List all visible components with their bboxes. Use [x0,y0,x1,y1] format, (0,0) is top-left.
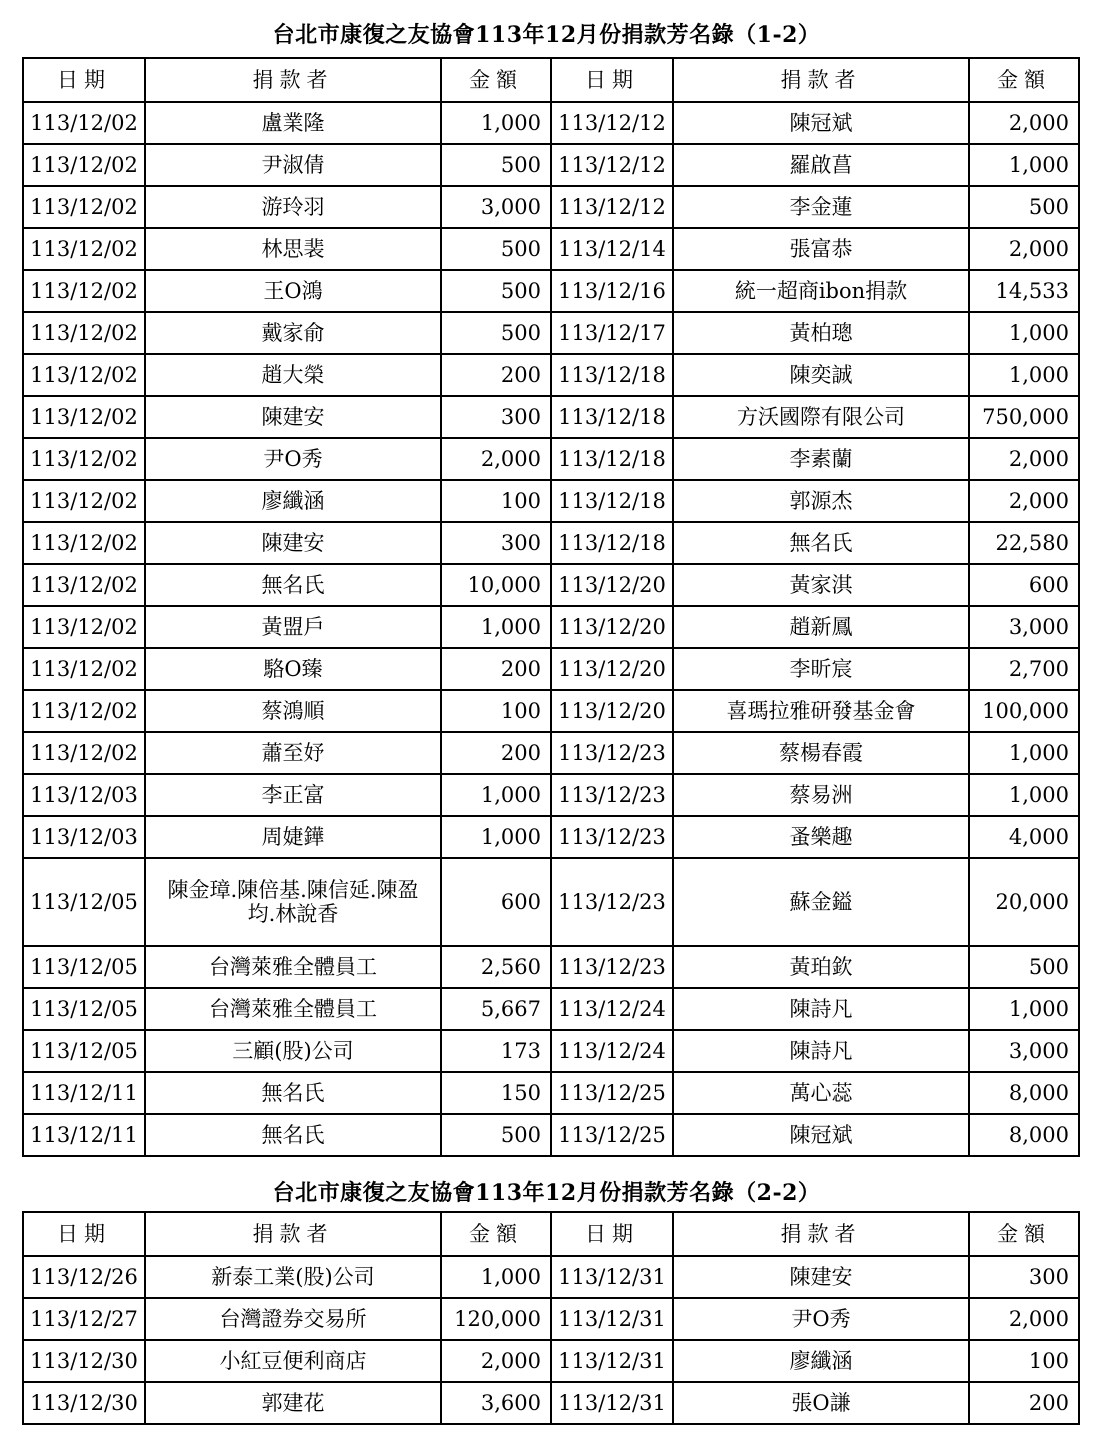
date-cell: 113/12/20 [551,690,673,732]
date-cell: 113/12/17 [551,312,673,354]
donor-cell: 尹淑倩 [145,144,441,186]
date-cell: 113/12/31 [551,1382,673,1424]
table-row [23,1298,1079,1340]
amount-cell: 2,000 [969,102,1079,144]
donor-cell: 羅啟菖 [673,144,969,186]
amount-cell: 2,560 [441,946,551,988]
date-cell: 113/12/02 [23,102,145,144]
donor-cell: 蚤樂趣 [673,816,969,858]
header-donor: 捐款者 [673,1212,969,1256]
amount-cell: 4,000 [969,816,1079,858]
date-cell: 113/12/03 [23,774,145,816]
table-row [23,144,1079,186]
date-cell: 113/12/18 [551,480,673,522]
donor-cell: 郭源杰 [673,480,969,522]
table-row [23,1382,1079,1424]
header-date: 日期 [23,58,145,102]
date-cell: 113/12/25 [551,1072,673,1114]
donor-cell: 萬心蕊 [673,1072,969,1114]
date-cell: 113/12/24 [551,1030,673,1072]
donor-cell: 陳詩凡 [673,1030,969,1072]
amount-cell: 600 [969,564,1079,606]
header-date: 日期 [23,1212,145,1256]
table-row [23,480,1079,522]
date-cell: 113/12/31 [551,1340,673,1382]
date-cell: 113/12/27 [23,1298,145,1340]
amount-cell: 300 [441,396,551,438]
table-row [23,816,1079,858]
date-cell: 113/12/11 [23,1072,145,1114]
table-row [23,1114,1079,1156]
amount-cell: 3,000 [441,186,551,228]
amount-cell: 1,000 [969,732,1079,774]
amount-cell: 1,000 [441,606,551,648]
date-cell: 113/12/30 [23,1382,145,1424]
date-cell: 113/12/02 [23,396,145,438]
donor-cell: 陳詩凡 [673,988,969,1030]
amount-cell: 173 [441,1030,551,1072]
date-cell: 113/12/31 [551,1256,673,1298]
amount-cell: 14,533 [969,270,1079,312]
donor-cell: 李素蘭 [673,438,969,480]
table-row [23,858,1079,946]
donor-cell: 李昕宸 [673,648,969,690]
date-cell: 113/12/02 [23,312,145,354]
amount-cell: 8,000 [969,1114,1079,1156]
amount-cell: 500 [441,144,551,186]
date-cell: 113/12/23 [551,858,673,946]
donor-cell: 無名氏 [145,1072,441,1114]
donor-cell: 周婕鏵 [145,816,441,858]
header-amount: 金額 [441,58,551,102]
donor-cell: 黃家淇 [673,564,969,606]
table-row [23,1072,1079,1114]
donor-cell: 無名氏 [145,564,441,606]
amount-cell: 120,000 [441,1298,551,1340]
table-row [23,312,1079,354]
date-cell: 113/12/18 [551,438,673,480]
donor-cell: 蔡楊春霞 [673,732,969,774]
amount-cell: 2,000 [969,1298,1079,1340]
donor-cell: 黃珀欽 [673,946,969,988]
date-cell: 113/12/18 [551,354,673,396]
donor-cell: 張富恭 [673,228,969,270]
header-amount: 金額 [441,1212,551,1256]
date-cell: 113/12/23 [551,774,673,816]
donation-table-part-1 [22,57,1080,1157]
amount-cell: 3,600 [441,1382,551,1424]
donor-cell: 林思裴 [145,228,441,270]
table-row [23,648,1079,690]
date-cell: 113/12/05 [23,946,145,988]
donor-cell: 游玲羽 [145,186,441,228]
amount-cell: 600 [441,858,551,946]
table-row [23,732,1079,774]
donor-cell: 無名氏 [673,522,969,564]
amount-cell: 22,580 [969,522,1079,564]
amount-cell: 20,000 [969,858,1079,946]
amount-cell: 500 [441,312,551,354]
donor-cell: 黃柏璁 [673,312,969,354]
donor-cell: 無名氏 [145,1114,441,1156]
donor-cell: 張O謙 [673,1382,969,1424]
donation-table-part-2 [22,1211,1080,1425]
date-cell: 113/12/02 [23,690,145,732]
date-cell: 113/12/02 [23,480,145,522]
table-row [23,690,1079,732]
donor-cell: 廖纖涵 [673,1340,969,1382]
donor-cell: 方沃國際有限公司 [673,396,969,438]
date-cell: 113/12/02 [23,270,145,312]
amount-cell: 1,000 [969,774,1079,816]
amount-cell: 750,000 [969,396,1079,438]
amount-cell: 100 [441,480,551,522]
amount-cell: 1,000 [441,774,551,816]
amount-cell: 2,000 [969,228,1079,270]
date-cell: 113/12/25 [551,1114,673,1156]
amount-cell: 2,000 [969,480,1079,522]
date-cell: 113/12/05 [23,1030,145,1072]
amount-cell: 300 [441,522,551,564]
date-cell: 113/12/05 [23,858,145,946]
amount-cell: 2,000 [441,1340,551,1382]
amount-cell: 200 [441,354,551,396]
amount-cell: 1,000 [969,144,1079,186]
date-cell: 113/12/02 [23,606,145,648]
date-cell: 113/12/11 [23,1114,145,1156]
donor-cell: 陳建安 [145,396,441,438]
date-cell: 113/12/20 [551,564,673,606]
date-cell: 113/12/30 [23,1340,145,1382]
table-row [23,1256,1079,1298]
donor-cell: 尹O秀 [145,438,441,480]
table-row [23,396,1079,438]
date-cell: 113/12/23 [551,732,673,774]
amount-cell: 8,000 [969,1072,1079,1114]
amount-cell: 2,000 [441,438,551,480]
header-donor: 捐款者 [673,58,969,102]
donor-cell: 陳建安 [673,1256,969,1298]
date-cell: 113/12/18 [551,522,673,564]
date-cell: 113/12/02 [23,522,145,564]
date-cell: 113/12/02 [23,228,145,270]
date-cell: 113/12/03 [23,816,145,858]
table-row [23,522,1079,564]
amount-cell: 1,000 [441,816,551,858]
amount-cell: 1,000 [441,102,551,144]
donor-cell: 戴家俞 [145,312,441,354]
amount-cell: 1,000 [969,354,1079,396]
table-row [23,988,1079,1030]
amount-cell: 200 [441,732,551,774]
donor-cell: 陳冠斌 [673,102,969,144]
donor-cell: 新泰工業(股)公司 [145,1256,441,1298]
amount-cell: 200 [969,1382,1079,1424]
amount-cell: 100 [441,690,551,732]
donor-cell: 蕭至妤 [145,732,441,774]
header-amount: 金額 [969,1212,1079,1256]
amount-cell: 3,000 [969,1030,1079,1072]
donor-cell: 郭建花 [145,1382,441,1424]
amount-cell: 500 [441,228,551,270]
table-row [23,228,1079,270]
donor-cell: 三顧(股)公司 [145,1030,441,1072]
amount-cell: 2,000 [969,438,1079,480]
table-row [23,1340,1079,1382]
date-cell: 113/12/02 [23,144,145,186]
amount-cell: 3,000 [969,606,1079,648]
date-cell: 113/12/02 [23,564,145,606]
date-cell: 113/12/23 [551,946,673,988]
date-cell: 113/12/02 [23,438,145,480]
donor-cell: 陳冠斌 [673,1114,969,1156]
header-date: 日期 [551,58,673,102]
table-row [23,186,1079,228]
date-cell: 113/12/02 [23,732,145,774]
donor-cell: 王O鴻 [145,270,441,312]
donor-cell: 駱O臻 [145,648,441,690]
header-donor: 捐款者 [145,58,441,102]
header-amount: 金額 [969,58,1079,102]
date-cell: 113/12/31 [551,1298,673,1340]
amount-cell: 10,000 [441,564,551,606]
donor-cell: 黃盟戶 [145,606,441,648]
table-header-row [23,58,1079,102]
table-row [23,354,1079,396]
amount-cell: 5,667 [441,988,551,1030]
date-cell: 113/12/20 [551,606,673,648]
date-cell: 113/12/14 [551,228,673,270]
donor-cell: 趙新鳳 [673,606,969,648]
date-cell: 113/12/12 [551,186,673,228]
donor-cell: 台灣萊雅全體員工 [145,988,441,1030]
table-row [23,774,1079,816]
amount-cell: 500 [441,1114,551,1156]
page-title-part-1: 台北市康復之友協會113年12月份捐款芳名錄（1-2） [272,22,821,48]
amount-cell: 1,000 [969,988,1079,1030]
amount-cell: 1,000 [969,312,1079,354]
donor-cell: 趙大榮 [145,354,441,396]
donor-cell: 台灣萊雅全體員工 [145,946,441,988]
donor-cell: 喜瑪拉雅研發基金會 [673,690,969,732]
donor-cell: 統一超商ibon捐款 [673,270,969,312]
date-cell: 113/12/18 [551,396,673,438]
date-cell: 113/12/23 [551,816,673,858]
amount-cell: 500 [969,186,1079,228]
date-cell: 113/12/12 [551,144,673,186]
table-row [23,564,1079,606]
donor-cell: 李金蓮 [673,186,969,228]
donor-cell: 蔡易洲 [673,774,969,816]
amount-cell: 2,700 [969,648,1079,690]
table-row [23,438,1079,480]
table-row [23,102,1079,144]
page-title-part-2: 台北市康復之友協會113年12月份捐款芳名錄（2-2） [272,1180,821,1206]
donor-cell: 尹O秀 [673,1298,969,1340]
date-cell: 113/12/26 [23,1256,145,1298]
amount-cell: 100,000 [969,690,1079,732]
donor-cell: 廖纖涵 [145,480,441,522]
amount-cell: 500 [969,946,1079,988]
amount-cell: 150 [441,1072,551,1114]
donor-cell: 盧業隆 [145,102,441,144]
header-donor: 捐款者 [145,1212,441,1256]
donor-cell: 台灣證券交易所 [145,1298,441,1340]
date-cell: 113/12/02 [23,648,145,690]
table-header-row [23,1212,1079,1256]
date-cell: 113/12/05 [23,988,145,1030]
donor-cell: 陳金璋.陳倍基.陳信延.陳盈均.林說香 [145,858,441,946]
donor-cell: 蘇金鎰 [673,858,969,946]
amount-cell: 1,000 [441,1256,551,1298]
donor-cell: 蔡鴻順 [145,690,441,732]
table-row [23,606,1079,648]
amount-cell: 500 [441,270,551,312]
donor-cell: 陳奕誠 [673,354,969,396]
date-cell: 113/12/20 [551,648,673,690]
amount-cell: 300 [969,1256,1079,1298]
date-cell: 113/12/02 [23,186,145,228]
table-row [23,270,1079,312]
date-cell: 113/12/12 [551,102,673,144]
header-date: 日期 [551,1212,673,1256]
table-row [23,1030,1079,1072]
donor-cell: 李正富 [145,774,441,816]
date-cell: 113/12/02 [23,354,145,396]
date-cell: 113/12/24 [551,988,673,1030]
table-row [23,946,1079,988]
donor-cell: 小紅豆便利商店 [145,1340,441,1382]
date-cell: 113/12/16 [551,270,673,312]
donor-cell: 陳建安 [145,522,441,564]
amount-cell: 200 [441,648,551,690]
amount-cell: 100 [969,1340,1079,1382]
